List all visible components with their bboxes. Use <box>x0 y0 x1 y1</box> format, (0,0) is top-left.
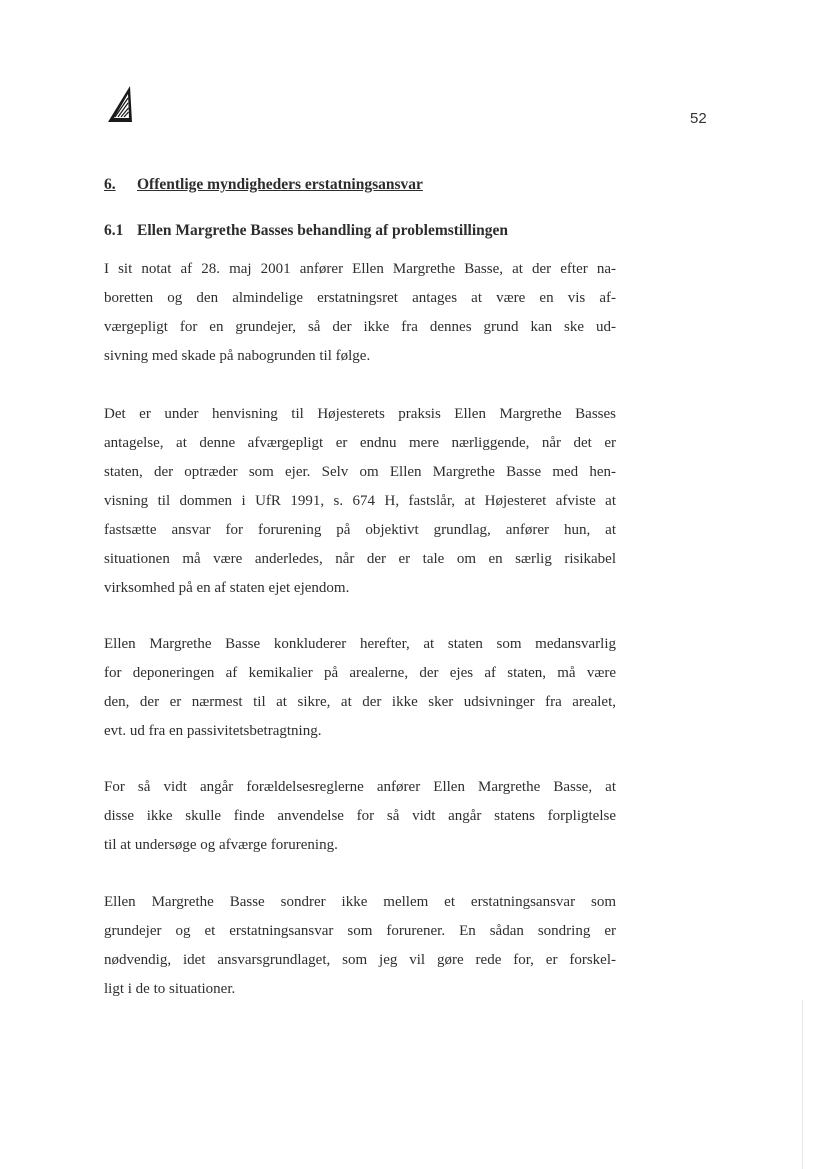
subsection-number: 6.1 <box>104 222 124 239</box>
paragraph-line: situationen må være anderledes, når der er tale om en særlig risikabel <box>104 551 616 567</box>
paragraph <box>104 255 616 371</box>
paragraph-line: fastsætte ansvar for forurening på objektivt grundlag, anfører hun, at <box>104 522 616 538</box>
paragraph-line: Ellen Margrethe Basse konkluderer herefter, at staten som medansvarlig <box>104 636 616 652</box>
paragraph-line: For så vidt angår forældelsesreglerne anfører Ellen Margrethe Basse, at <box>104 779 616 795</box>
triangle-sail-logo <box>106 86 136 122</box>
paragraph-line: værgepligt for en grundejer, så der ikke fra dennes grund kan ske ud- <box>104 319 616 335</box>
scan-edge-line <box>802 1000 803 1169</box>
paragraph-line: nødvendig, idet ansvarsgrundlaget, som jeg vil gøre rede for, er forskel- <box>104 952 616 968</box>
section-heading <box>104 176 423 194</box>
paragraph <box>104 400 616 603</box>
paragraph-line: ligt i de to situationer. <box>104 981 236 997</box>
paragraph-line: den, der er nærmest til at sikre, at der ikke sker udsivninger fra arealet, <box>104 694 616 710</box>
paragraph-line: staten, der optræder som ejer. Selv om Ellen Margrethe Basse med hen- <box>104 464 616 480</box>
paragraph-line: antagelse, at denne afværgepligt er endnu mere nærliggende, når det er <box>104 435 616 451</box>
paragraph-line: sivning med skade på nabogrunden til følge. <box>104 348 371 364</box>
paragraph <box>104 630 616 746</box>
paragraph-line: grundejer og et erstatningsansvar som forurener. En sådan sondring er <box>104 923 616 939</box>
paragraph-line: disse ikke skulle finde anvendelse for så vidt angår statens forpligtelse <box>104 808 616 824</box>
section-title: Offentlige myndigheders erstatningsansvar <box>137 176 423 193</box>
subsection-heading <box>104 222 508 240</box>
paragraph-line: virksomhed på en af staten ejet ejendom. <box>104 580 350 596</box>
paragraph-line: Ellen Margrethe Basse sondrer ikke mellem et erstatningsansvar som <box>104 894 616 910</box>
paragraph-line: til at undersøge og afværge forurening. <box>104 837 338 853</box>
paragraph-line: evt. ud fra en passivitetsbetragtning. <box>104 723 322 739</box>
logo-graphic <box>106 86 136 122</box>
paragraph <box>104 888 616 1004</box>
paragraph-line: I sit notat af 28. maj 2001 anfører Ellen Margrethe Basse, at der efter na- <box>104 261 616 277</box>
paragraph-line: Det er under henvisning til Højesterets praksis Ellen Margrethe Basses <box>104 406 616 422</box>
paragraph-line: visning til dommen i UfR 1991, s. 674 H, fastslår, at Højesteret afviste at <box>104 493 616 509</box>
paragraph <box>104 773 616 860</box>
paragraph-line: boretten og den almindelige erstatningsret antages at være en vis af- <box>104 290 616 306</box>
page-number: 52 <box>690 110 707 127</box>
paragraph-line: for deponeringen af kemikalier på arealerne, der ejes af staten, må være <box>104 665 616 681</box>
section-number: 6. <box>104 176 116 193</box>
subsection-title: Ellen Margrethe Basses behandling af problemstillingen <box>137 222 509 239</box>
